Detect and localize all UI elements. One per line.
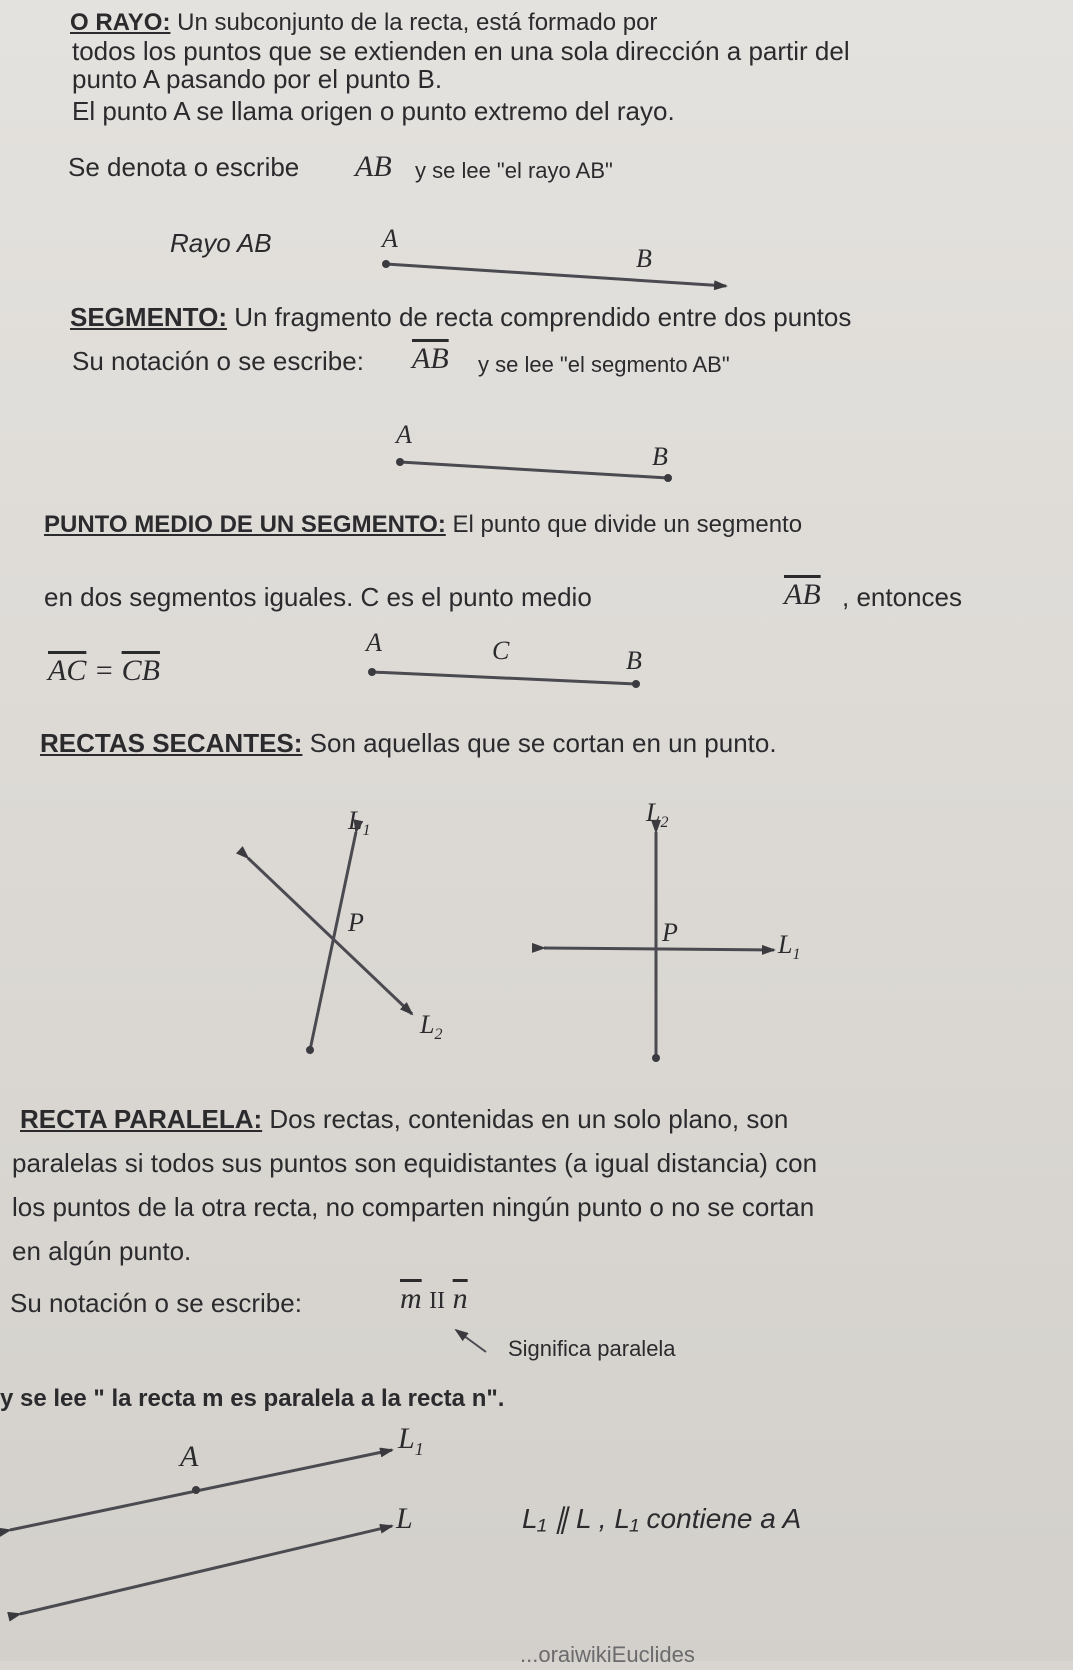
paralela-line-l: [20, 1526, 392, 1614]
secantes-fig2-p: P: [662, 918, 678, 947]
segmento-line: [400, 462, 668, 478]
paralela-header: RECTA PARALELA: Dos rectas, contenidas en un solo plano, son: [20, 1104, 789, 1134]
segmento-point-b: B: [652, 442, 668, 471]
paralela-l: L: [396, 1502, 413, 1535]
secantes-fig1-l2: $L_2$: [420, 1010, 443, 1044]
punto-medio-equation: $\overline{AC} = \overline{CB}$: [48, 654, 160, 687]
paralela-note-arrow: [456, 1330, 486, 1352]
secantes-fig1-dot: [306, 1046, 314, 1054]
paralela-read: y se lee " la recta m es paralela a la recta n".: [0, 1385, 505, 1412]
punto-medio-heading: PUNTO MEDIO DE UN SEGMENTO:: [44, 511, 446, 538]
paralela-notation-prefix: Su notación o se escribe:: [10, 1288, 302, 1318]
rayo-notation-suffix: y se lee "el rayo AB": [415, 158, 613, 183]
secantes-fig1-l1: $L_1$: [348, 806, 371, 840]
segmento-notation-suffix: y se lee "el segmento AB": [478, 352, 730, 377]
paralela-line-2: paralelas si todos sus puntos son equidistantes (a igual distancia) con: [12, 1148, 818, 1178]
paralela-line-3: los puntos de la otra recta, no comparten ningún punto o no se cortan: [12, 1192, 815, 1222]
secantes-heading: RECTAS SECANTES:: [40, 728, 303, 758]
rayo-line: [386, 264, 726, 286]
rayo-point-a: A: [382, 224, 398, 253]
punto-medio-suffix: , entonces: [842, 582, 962, 612]
secantes-fig2-dot: [652, 1054, 660, 1062]
secantes-fig1-line-l1: [310, 832, 356, 1050]
rayo-figure-label: Rayo AB: [170, 228, 272, 258]
secantes-header: RECTAS SECANTES: Son aquellas que se cortan en un punto.: [40, 728, 777, 758]
segmento-notation-symbol: $\overline{AB}$: [412, 342, 449, 375]
footer-fragment: ...oraiwikiEuclides: [520, 1642, 695, 1667]
paralela-heading: RECTA PARALELA:: [20, 1104, 263, 1134]
paralela-l1: $L_1$: [398, 1422, 424, 1459]
paralela-dot-a: [192, 1486, 200, 1494]
punto-medio-dot-b: [632, 680, 640, 688]
rayo-notation-prefix: Se denota o escribe: [68, 152, 300, 182]
punto-medio-point-c: C: [492, 636, 510, 665]
segmento-point-a: A: [396, 420, 412, 449]
rayo-line-4: El punto A se llama origen o punto extremo del rayo.: [72, 96, 675, 126]
secantes-fig1-p: P: [348, 908, 364, 937]
segmento-notation-prefix: Su notación o se escribe:: [72, 346, 364, 376]
punto-medio-line-2: en dos segmentos iguales. C es el punto medio: [44, 582, 592, 612]
segmento-dot-b: [664, 474, 672, 482]
paralela-note: Significa paralela: [508, 1336, 676, 1361]
rayo-header: O RAYO: Un subconjunto de la recta, está formado por: [70, 9, 658, 36]
punto-medio-symbol: $\overline{AB}$: [784, 578, 821, 611]
punto-medio-point-a: A: [366, 628, 382, 657]
paralela-line-4: en algún punto.: [12, 1236, 192, 1266]
secantes-fig2-l1: $L_1$: [778, 930, 801, 964]
segmento-heading: SEGMENTO:: [70, 302, 227, 332]
secantes-fig2-line-l1: [544, 948, 774, 950]
paralela-line-l1: [10, 1450, 392, 1530]
secantes-fig1-line-l2: [248, 858, 412, 1014]
punto-medio-dot-a: [368, 668, 376, 676]
punto-medio-line: [372, 672, 636, 684]
punto-medio-point-b: B: [626, 646, 642, 675]
rayo-point-b: B: [636, 244, 652, 273]
rayo-notation-symbol: AB: [355, 150, 392, 183]
rayo-line-3: punto A pasando por el punto B.: [72, 64, 443, 94]
punto-medio-header: PUNTO MEDIO DE UN SEGMENTO: El punto que divide un segmento: [44, 511, 803, 538]
paralela-point-a: A: [180, 1440, 199, 1473]
rayo-heading: O RAYO:: [70, 9, 171, 36]
rayo-dot-a: [382, 260, 390, 268]
segmento-header: SEGMENTO: Un fragmento de recta comprendido entre dos puntos: [70, 302, 852, 332]
rayo-line-2: todos los puntos que se extienden en una sola dirección a partir del: [72, 36, 850, 66]
segmento-dot-a: [396, 458, 404, 466]
secantes-fig2-l2: $L_2$: [646, 798, 669, 832]
paralela-statement: L₁ ∥ L , L₁ contiene a A: [522, 1503, 802, 1534]
paralela-notation: $\overline{m}$ II $\overline{n}$: [400, 1282, 468, 1315]
